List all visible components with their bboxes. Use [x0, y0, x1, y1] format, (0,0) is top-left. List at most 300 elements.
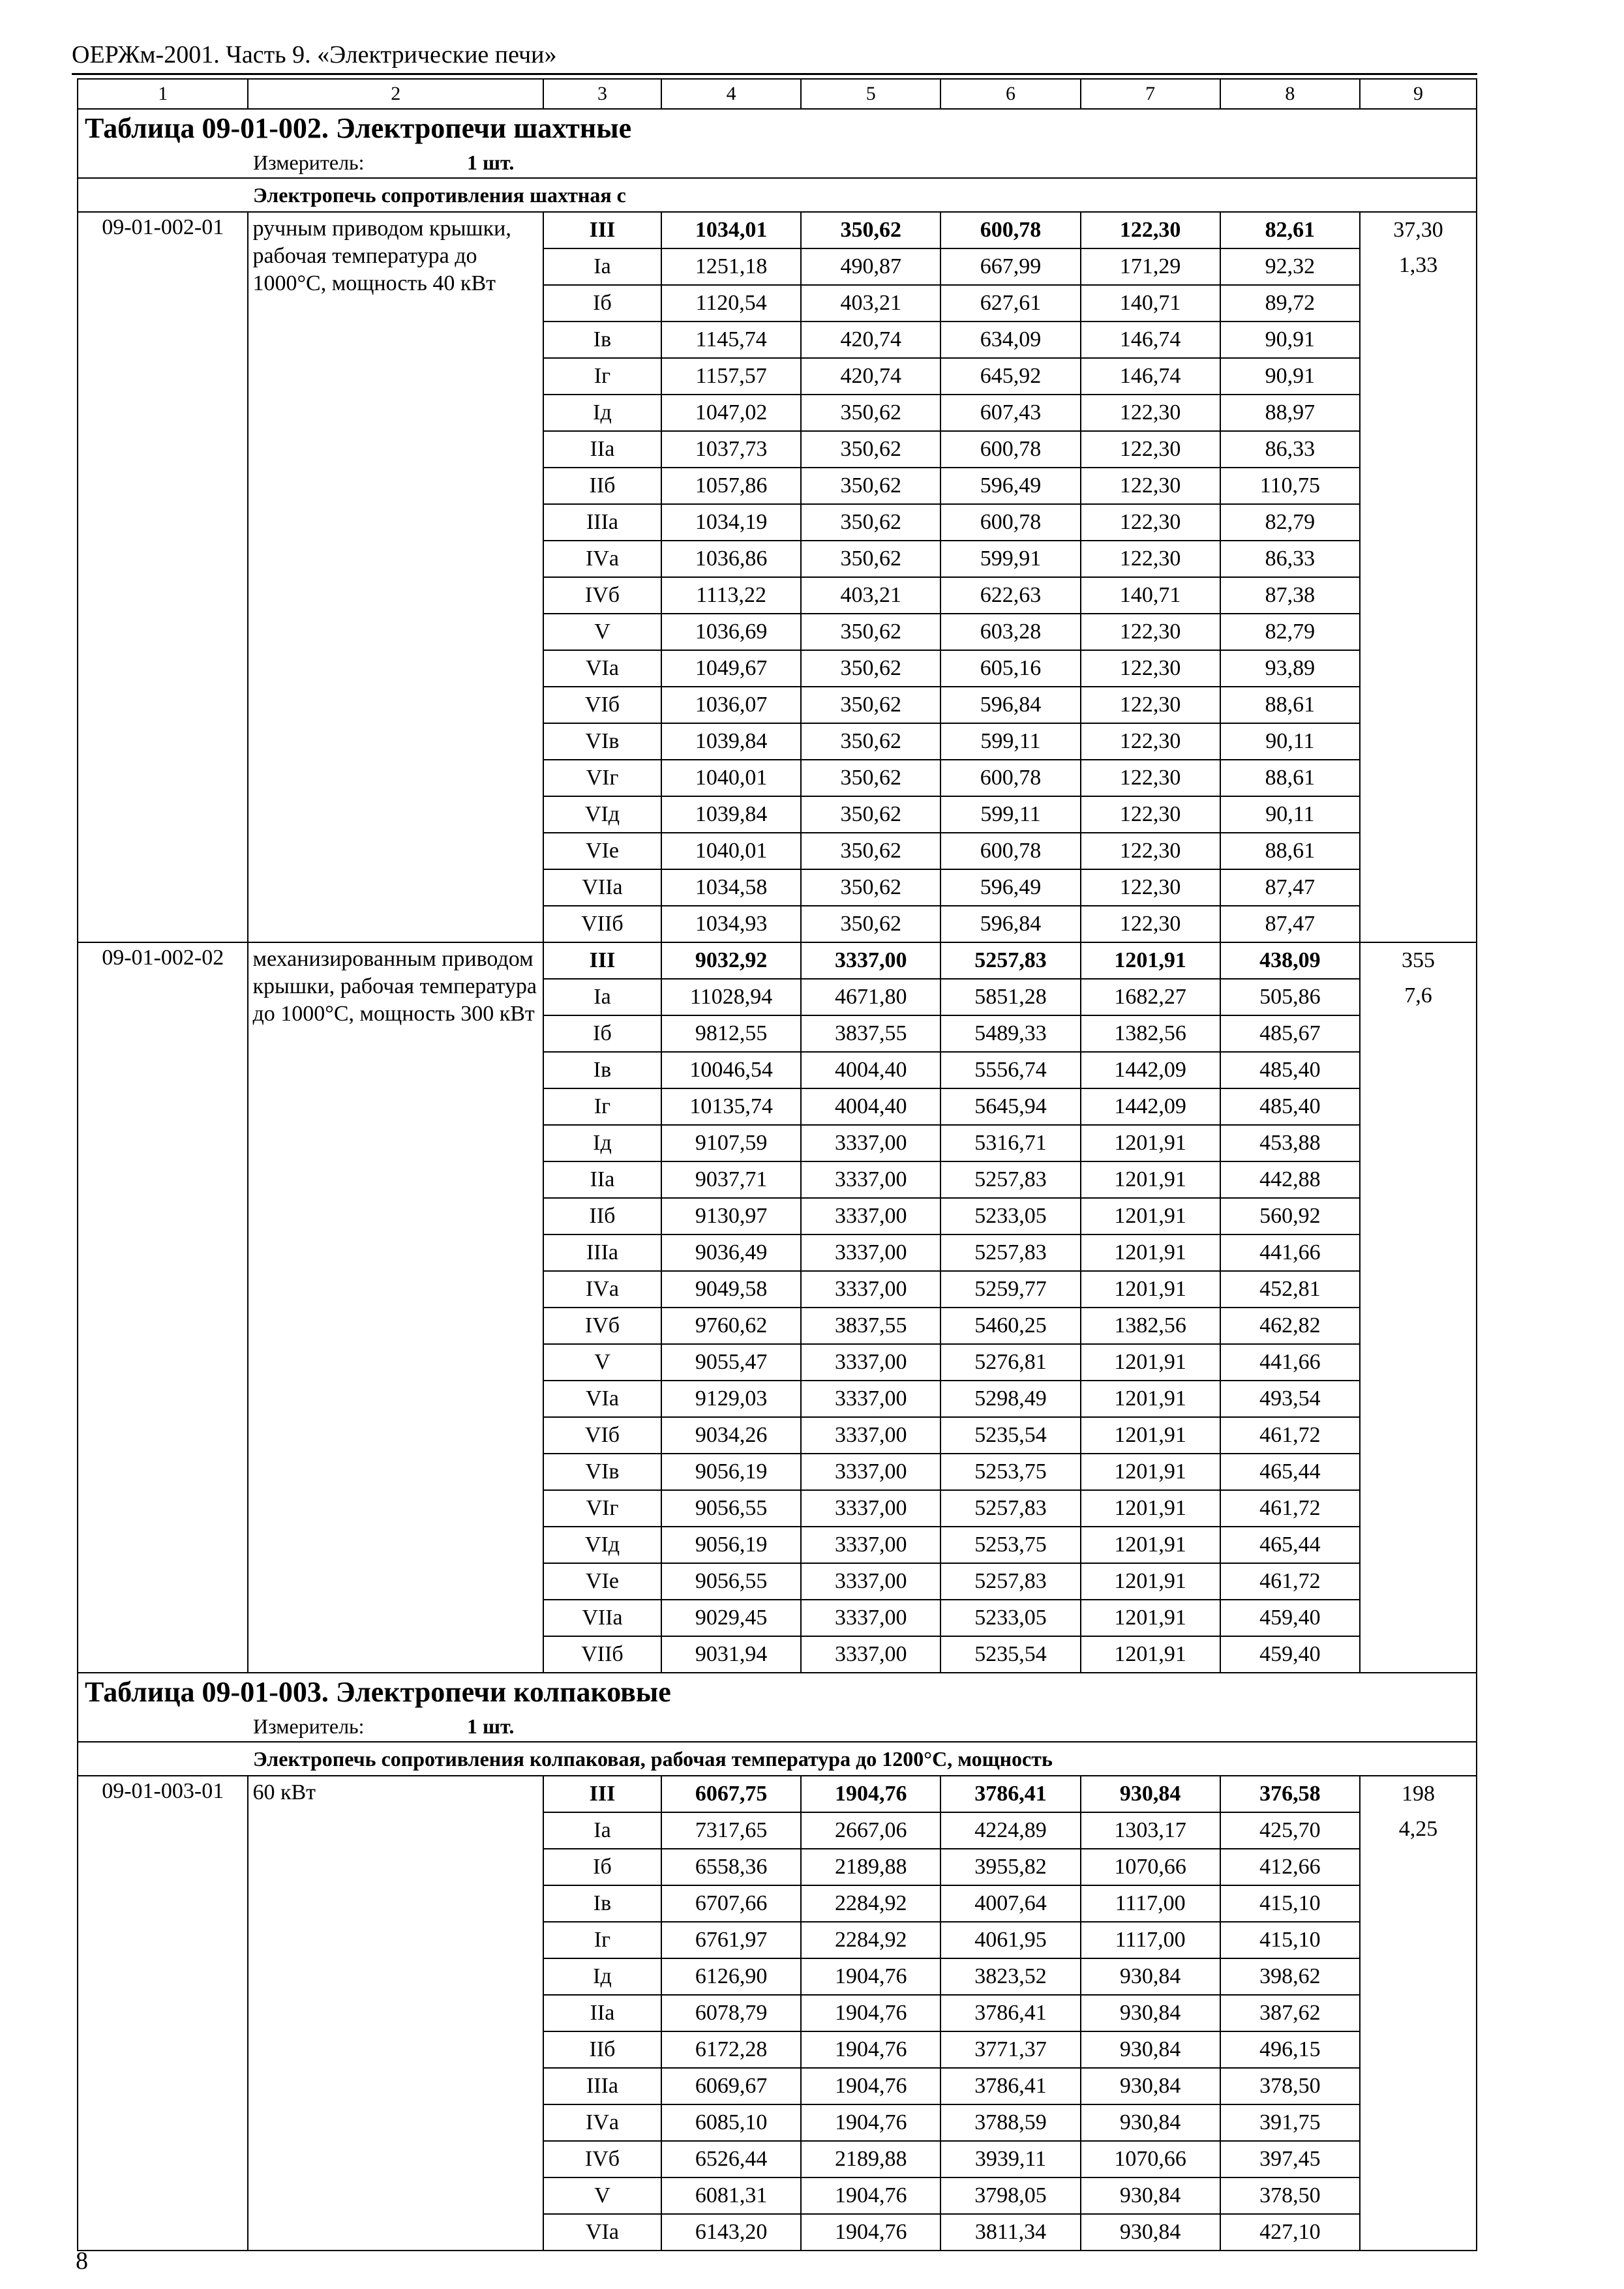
value-cell: 485,40	[1220, 1088, 1360, 1125]
value-cell: 1201,91	[1081, 1454, 1220, 1490]
zone-cell: Iа	[543, 248, 661, 285]
value-cell: 5276,81	[940, 1344, 1080, 1381]
value-cell: 350,62	[801, 614, 940, 650]
subtitle-row	[78, 1742, 1477, 1776]
value-cell: 1904,76	[801, 2068, 940, 2104]
measure-label: Измеритель:	[253, 1714, 365, 1738]
value-cell: 9129,03	[661, 1381, 801, 1417]
value-cell: 3337,00	[801, 1198, 940, 1234]
zone-cell: Iа	[543, 1812, 661, 1849]
zone-cell: III	[543, 942, 661, 979]
value-cell: 122,30	[1081, 614, 1220, 650]
zone-cell: VIб	[543, 687, 661, 723]
value-cell: 5235,54	[940, 1636, 1080, 1673]
value-cell: 461,72	[1220, 1417, 1360, 1454]
value-cell: 9049,58	[661, 1271, 801, 1308]
value-cell: 5233,05	[940, 1600, 1080, 1636]
value-cell: 9032,92	[661, 942, 801, 979]
value-cell: 6761,97	[661, 1922, 801, 1958]
zone-cell: Iг	[543, 1088, 661, 1125]
value-cell: 462,82	[1220, 1308, 1360, 1344]
value-cell: 560,92	[1220, 1198, 1360, 1234]
value-cell: 465,44	[1220, 1527, 1360, 1563]
value-cell: 490,87	[801, 248, 940, 285]
zone-cell: IIа	[543, 431, 661, 468]
value-cell: 930,84	[1081, 2214, 1220, 2251]
value-cell: 1201,91	[1081, 1198, 1220, 1234]
zone-cell: IIIа	[543, 2068, 661, 2104]
measure-row	[78, 1711, 1477, 1742]
value-cell: 930,84	[1081, 2177, 1220, 2214]
value-cell: 1904,76	[801, 1995, 940, 2031]
value-cell: 2189,88	[801, 1849, 940, 1885]
value-cell: 3337,00	[801, 1600, 940, 1636]
value-cell: 420,74	[801, 358, 940, 395]
value-cell: 600,78	[940, 833, 1080, 869]
zone-cell: IIIа	[543, 1234, 661, 1271]
value-cell: 122,30	[1081, 833, 1220, 869]
value-cell: 425,70	[1220, 1812, 1360, 1849]
zone-cell: VIв	[543, 1454, 661, 1490]
zone-cell: V	[543, 1344, 661, 1381]
zone-cell: Iб	[543, 285, 661, 322]
value-cell: 1682,27	[1081, 979, 1220, 1015]
value-cell: 82,79	[1220, 504, 1360, 541]
zone-cell: Iг	[543, 1922, 661, 1958]
value-cell: 350,62	[801, 650, 940, 687]
value-cell: 1113,22	[661, 577, 801, 614]
zone-cell: IVа	[543, 2104, 661, 2141]
zone-cell: III	[543, 212, 661, 248]
column-number: 8	[1220, 79, 1360, 109]
rate-code: 09-01-002-02	[78, 942, 248, 1673]
value-cell: 5257,83	[940, 1234, 1080, 1271]
value-cell: 603,28	[940, 614, 1080, 650]
value-cell: 88,61	[1220, 833, 1360, 869]
value-cell: 3337,00	[801, 1161, 940, 1198]
value-cell: 3337,00	[801, 1563, 940, 1600]
value-cell: 1039,84	[661, 796, 801, 833]
value-cell: 1904,76	[801, 2214, 940, 2251]
value-cell: 387,62	[1220, 1995, 1360, 2031]
value-cell: 6558,36	[661, 1849, 801, 1885]
value-cell: 1201,91	[1081, 1600, 1220, 1636]
value-cell: 350,62	[801, 869, 940, 906]
value-cell: 122,30	[1081, 723, 1220, 760]
value-cell: 1904,76	[801, 2104, 940, 2141]
value-cell: 5316,71	[940, 1125, 1080, 1161]
rates-table	[77, 78, 1477, 2251]
value-cell: 1036,69	[661, 614, 801, 650]
value-cell: 1442,09	[1081, 1052, 1220, 1088]
value-cell: 122,30	[1081, 687, 1220, 723]
zone-cell: VIа	[543, 1381, 661, 1417]
value-cell: 596,49	[940, 869, 1080, 906]
value-cell: 5257,83	[940, 1161, 1080, 1198]
column-number: 6	[940, 79, 1080, 109]
value-cell: 378,50	[1220, 2177, 1360, 2214]
value-cell: 452,81	[1220, 1271, 1360, 1308]
value-cell: 3811,34	[940, 2214, 1080, 2251]
zone-cell: V	[543, 614, 661, 650]
value-cell: 459,40	[1220, 1600, 1360, 1636]
zone-cell: VIг	[543, 1490, 661, 1527]
value-cell: 930,84	[1081, 2031, 1220, 2068]
value-cell: 1120,54	[661, 285, 801, 322]
value-cell: 1040,01	[661, 833, 801, 869]
zone-cell: IVб	[543, 1308, 661, 1344]
value-cell: 6126,90	[661, 1958, 801, 1995]
rate-description: механизированным приводом крышки, рабочая температура до 1000°С, мощность 300 кВт	[248, 942, 543, 1673]
value-cell: 10046,54	[661, 1052, 801, 1088]
zone-cell: Iв	[543, 1885, 661, 1922]
zone-cell: VIе	[543, 1563, 661, 1600]
value-cell: 1201,91	[1081, 1381, 1220, 1417]
value-cell: 1904,76	[801, 2177, 940, 2214]
value-cell: 596,84	[940, 687, 1080, 723]
value-cell: 6143,20	[661, 2214, 801, 2251]
value-cell: 1251,18	[661, 248, 801, 285]
value-cell: 90,91	[1220, 322, 1360, 358]
value-cell: 2284,92	[801, 1885, 940, 1922]
zone-cell: Iв	[543, 1052, 661, 1088]
value-cell: 110,75	[1220, 468, 1360, 504]
value-cell: 1036,07	[661, 687, 801, 723]
value-cell: 600,78	[940, 760, 1080, 796]
value-cell: 6067,75	[661, 1776, 801, 1812]
value-cell: 596,84	[940, 906, 1080, 942]
value-cell: 146,74	[1081, 358, 1220, 395]
value-cell: 398,62	[1220, 1958, 1360, 1995]
rate-description: 60 кВт	[248, 1776, 543, 2251]
column-number: 2	[248, 79, 543, 109]
value-cell: 3939,11	[940, 2141, 1080, 2177]
value-cell: 10135,74	[661, 1088, 801, 1125]
value-cell: 4061,95	[940, 1922, 1080, 1958]
value-cell: 3337,00	[801, 942, 940, 979]
value-cell: 5460,25	[940, 1308, 1080, 1344]
table-row	[78, 1776, 1477, 1812]
header-rule	[72, 73, 1477, 75]
zone-cell: VIа	[543, 650, 661, 687]
value-cell: 1117,00	[1081, 1885, 1220, 1922]
value-cell: 6526,44	[661, 2141, 801, 2177]
value-cell: 397,45	[1220, 2141, 1360, 2177]
value-cell: 6085,10	[661, 2104, 801, 2141]
value-cell: 122,30	[1081, 431, 1220, 468]
zone-cell: IIб	[543, 2031, 661, 2068]
value-cell: 453,88	[1220, 1125, 1360, 1161]
value-cell: 1201,91	[1081, 1344, 1220, 1381]
value-cell: 140,71	[1081, 285, 1220, 322]
value-cell: 1201,91	[1081, 1636, 1220, 1673]
value-cell: 415,10	[1220, 1885, 1360, 1922]
zone-cell: IIб	[543, 1198, 661, 1234]
value-cell: 930,84	[1081, 1995, 1220, 2031]
table-row	[78, 212, 1477, 248]
value-cell: 3786,41	[940, 1995, 1080, 2031]
value-cell: 1382,56	[1081, 1308, 1220, 1344]
value-cell: 87,47	[1220, 869, 1360, 906]
value-cell: 90,91	[1220, 358, 1360, 395]
zone-cell: VIIа	[543, 869, 661, 906]
value-cell: 403,21	[801, 285, 940, 322]
value-cell: 122,30	[1081, 650, 1220, 687]
value-cell: 441,66	[1220, 1234, 1360, 1271]
value-cell: 420,74	[801, 322, 940, 358]
value-cell: 82,79	[1220, 614, 1360, 650]
value-cell: 90,11	[1220, 723, 1360, 760]
value-cell: 122,30	[1081, 869, 1220, 906]
value-cell: 1057,86	[661, 468, 801, 504]
zone-cell: IVб	[543, 2141, 661, 2177]
zone-cell: VIIб	[543, 906, 661, 942]
value-cell: 5489,33	[940, 1015, 1080, 1052]
value-cell: 86,33	[1220, 541, 1360, 577]
value-cell: 427,10	[1220, 2214, 1360, 2251]
value-cell: 350,62	[801, 212, 940, 248]
column-9-value: 7,6	[1404, 983, 1432, 1008]
value-cell: 9130,97	[661, 1198, 801, 1234]
zone-cell: IVб	[543, 577, 661, 614]
value-cell: 2189,88	[801, 2141, 940, 2177]
column-9-value: 37,30	[1393, 218, 1443, 242]
value-cell: 3771,37	[940, 2031, 1080, 2068]
value-cell: 6069,67	[661, 2068, 801, 2104]
value-cell: 9056,55	[661, 1490, 801, 1527]
value-cell: 605,16	[940, 650, 1080, 687]
value-cell: 5257,83	[940, 1490, 1080, 1527]
value-cell: 350,62	[801, 395, 940, 431]
value-cell: 6707,66	[661, 1885, 801, 1922]
value-cell: 1070,66	[1081, 2141, 1220, 2177]
measure-value: 1 шт.	[467, 1714, 515, 1738]
table-title: Таблица 09-01-002. Электропечи шахтные	[78, 109, 1477, 147]
column-number: 9	[1360, 79, 1477, 109]
value-cell: 350,62	[801, 504, 940, 541]
value-cell: 9056,55	[661, 1563, 801, 1600]
value-cell: 485,67	[1220, 1015, 1360, 1052]
value-cell: 350,62	[801, 833, 940, 869]
table-title-row	[78, 1673, 1477, 1711]
value-cell: 122,30	[1081, 541, 1220, 577]
zone-cell: Iа	[543, 979, 661, 1015]
zone-cell: Iд	[543, 395, 661, 431]
value-cell: 3337,00	[801, 1527, 940, 1563]
zone-cell: IVа	[543, 541, 661, 577]
subtitle: Электропечь сопротивления колпаковая, рабочая температура до 1200°С, мощность	[78, 1742, 1477, 1776]
column-number: 4	[661, 79, 801, 109]
value-cell: 5259,77	[940, 1271, 1080, 1308]
value-cell: 3337,00	[801, 1636, 940, 1673]
value-cell: 6172,28	[661, 2031, 801, 2068]
value-cell: 634,09	[940, 322, 1080, 358]
column-9-cell	[1360, 1776, 1477, 2251]
value-cell: 5851,28	[940, 979, 1080, 1015]
value-cell: 1201,91	[1081, 1161, 1220, 1198]
rate-description: ручным приводом крышки, рабочая температура до 1000°С, мощность 40 кВт	[248, 212, 543, 942]
zone-cell: III	[543, 1776, 661, 1812]
value-cell: 465,44	[1220, 1454, 1360, 1490]
column-number: 7	[1081, 79, 1220, 109]
value-cell: 1201,91	[1081, 1234, 1220, 1271]
value-cell: 627,61	[940, 285, 1080, 322]
value-cell: 122,30	[1081, 212, 1220, 248]
value-cell: 9056,19	[661, 1454, 801, 1490]
value-cell: 1036,86	[661, 541, 801, 577]
value-cell: 5645,94	[940, 1088, 1080, 1125]
zone-cell: IIIа	[543, 504, 661, 541]
value-cell: 1037,73	[661, 431, 801, 468]
value-cell: 82,61	[1220, 212, 1360, 248]
value-cell: 1303,17	[1081, 1812, 1220, 1849]
value-cell: 9056,19	[661, 1527, 801, 1563]
value-cell: 1117,00	[1081, 1922, 1220, 1958]
value-cell: 600,78	[940, 504, 1080, 541]
value-cell: 88,61	[1220, 687, 1360, 723]
value-cell: 4007,64	[940, 1885, 1080, 1922]
value-cell: 88,97	[1220, 395, 1360, 431]
column-9-cell	[1360, 212, 1477, 942]
measure-value: 1 шт.	[467, 151, 515, 174]
value-cell: 930,84	[1081, 1776, 1220, 1812]
value-cell: 4004,40	[801, 1052, 940, 1088]
value-cell: 5556,74	[940, 1052, 1080, 1088]
value-cell: 9107,59	[661, 1125, 801, 1161]
rate-code: 09-01-002-01	[78, 212, 248, 942]
value-cell: 1201,91	[1081, 1125, 1220, 1161]
value-cell: 622,63	[940, 577, 1080, 614]
table-title: Таблица 09-01-003. Электропечи колпаковые	[78, 1673, 1477, 1711]
value-cell: 3823,52	[940, 1958, 1080, 1995]
value-cell: 3786,41	[940, 2068, 1080, 2104]
value-cell: 87,47	[1220, 906, 1360, 942]
value-cell: 459,40	[1220, 1636, 1360, 1673]
zone-cell: VIIб	[543, 1636, 661, 1673]
value-cell: 3798,05	[940, 2177, 1080, 2214]
zone-cell: VIв	[543, 723, 661, 760]
subtitle: Электропечь сопротивления шахтная с	[78, 178, 1477, 212]
measure-row	[78, 147, 1477, 178]
value-cell: 1201,91	[1081, 1271, 1220, 1308]
zone-cell: Iв	[543, 322, 661, 358]
value-cell: 122,30	[1081, 468, 1220, 504]
value-cell: 599,91	[940, 541, 1080, 577]
value-cell: 9812,55	[661, 1015, 801, 1052]
value-cell: 391,75	[1220, 2104, 1360, 2141]
value-cell: 441,66	[1220, 1344, 1360, 1381]
value-cell: 122,30	[1081, 760, 1220, 796]
value-cell: 1034,01	[661, 212, 801, 248]
value-cell: 122,30	[1081, 906, 1220, 942]
zone-cell: VIб	[543, 1417, 661, 1454]
value-cell: 3955,82	[940, 1849, 1080, 1885]
value-cell: 1442,09	[1081, 1088, 1220, 1125]
value-cell: 11028,94	[661, 979, 801, 1015]
value-cell: 3837,55	[801, 1015, 940, 1052]
value-cell: 9034,26	[661, 1417, 801, 1454]
zone-cell: Iд	[543, 1958, 661, 1995]
value-cell: 140,71	[1081, 577, 1220, 614]
measure-cell	[78, 1711, 1477, 1742]
zone-cell: V	[543, 2177, 661, 2214]
value-cell: 1382,56	[1081, 1015, 1220, 1052]
value-cell: 5233,05	[940, 1198, 1080, 1234]
value-cell: 1040,01	[661, 760, 801, 796]
value-cell: 1070,66	[1081, 1849, 1220, 1885]
value-cell: 1904,76	[801, 1958, 940, 1995]
zone-cell: IVа	[543, 1271, 661, 1308]
value-cell: 1039,84	[661, 723, 801, 760]
value-cell: 350,62	[801, 468, 940, 504]
value-cell: 86,33	[1220, 431, 1360, 468]
zone-cell: Iб	[543, 1849, 661, 1885]
value-cell: 1904,76	[801, 1776, 940, 1812]
value-cell: 599,11	[940, 723, 1080, 760]
value-cell: 350,62	[801, 906, 940, 942]
value-cell: 5253,75	[940, 1527, 1080, 1563]
value-cell: 9055,47	[661, 1344, 801, 1381]
value-cell: 3337,00	[801, 1125, 940, 1161]
value-cell: 3786,41	[940, 1776, 1080, 1812]
value-cell: 122,30	[1081, 796, 1220, 833]
value-cell: 350,62	[801, 760, 940, 796]
value-cell: 607,43	[940, 395, 1080, 431]
value-cell: 350,62	[801, 796, 940, 833]
zone-cell: VIг	[543, 760, 661, 796]
zone-cell: VIе	[543, 833, 661, 869]
zone-cell: IIа	[543, 1995, 661, 2031]
column-number: 5	[801, 79, 940, 109]
value-cell: 9760,62	[661, 1308, 801, 1344]
value-cell: 3837,55	[801, 1308, 940, 1344]
value-cell: 9036,49	[661, 1234, 801, 1271]
value-cell: 92,32	[1220, 248, 1360, 285]
zone-cell: VIд	[543, 796, 661, 833]
value-cell: 438,09	[1220, 942, 1360, 979]
value-cell: 596,49	[940, 468, 1080, 504]
value-cell: 350,62	[801, 687, 940, 723]
value-cell: 5253,75	[940, 1454, 1080, 1490]
value-cell: 1904,76	[801, 2031, 940, 2068]
value-cell: 376,58	[1220, 1776, 1360, 1812]
column-numbers-row	[78, 79, 1477, 109]
value-cell: 412,66	[1220, 1849, 1360, 1885]
value-cell: 5235,54	[940, 1417, 1080, 1454]
value-cell: 5298,49	[940, 1381, 1080, 1417]
table-title-row	[78, 109, 1477, 147]
value-cell: 600,78	[940, 431, 1080, 468]
value-cell: 3337,00	[801, 1271, 940, 1308]
value-cell: 403,21	[801, 577, 940, 614]
measure-cell	[78, 147, 1477, 178]
zone-cell: IIб	[543, 468, 661, 504]
column-9-value: 198	[1401, 1782, 1435, 1806]
value-cell: 493,54	[1220, 1381, 1360, 1417]
value-cell: 1049,67	[661, 650, 801, 687]
value-cell: 1157,57	[661, 358, 801, 395]
value-cell: 2284,92	[801, 1922, 940, 1958]
column-number: 3	[543, 79, 661, 109]
measure-label: Измеритель:	[253, 151, 365, 174]
value-cell: 6078,79	[661, 1995, 801, 2031]
value-cell: 1034,19	[661, 504, 801, 541]
zone-cell: VIд	[543, 1527, 661, 1563]
value-cell: 930,84	[1081, 1958, 1220, 1995]
value-cell: 9037,71	[661, 1161, 801, 1198]
subtitle-row	[78, 178, 1477, 212]
value-cell: 6081,31	[661, 2177, 801, 2214]
